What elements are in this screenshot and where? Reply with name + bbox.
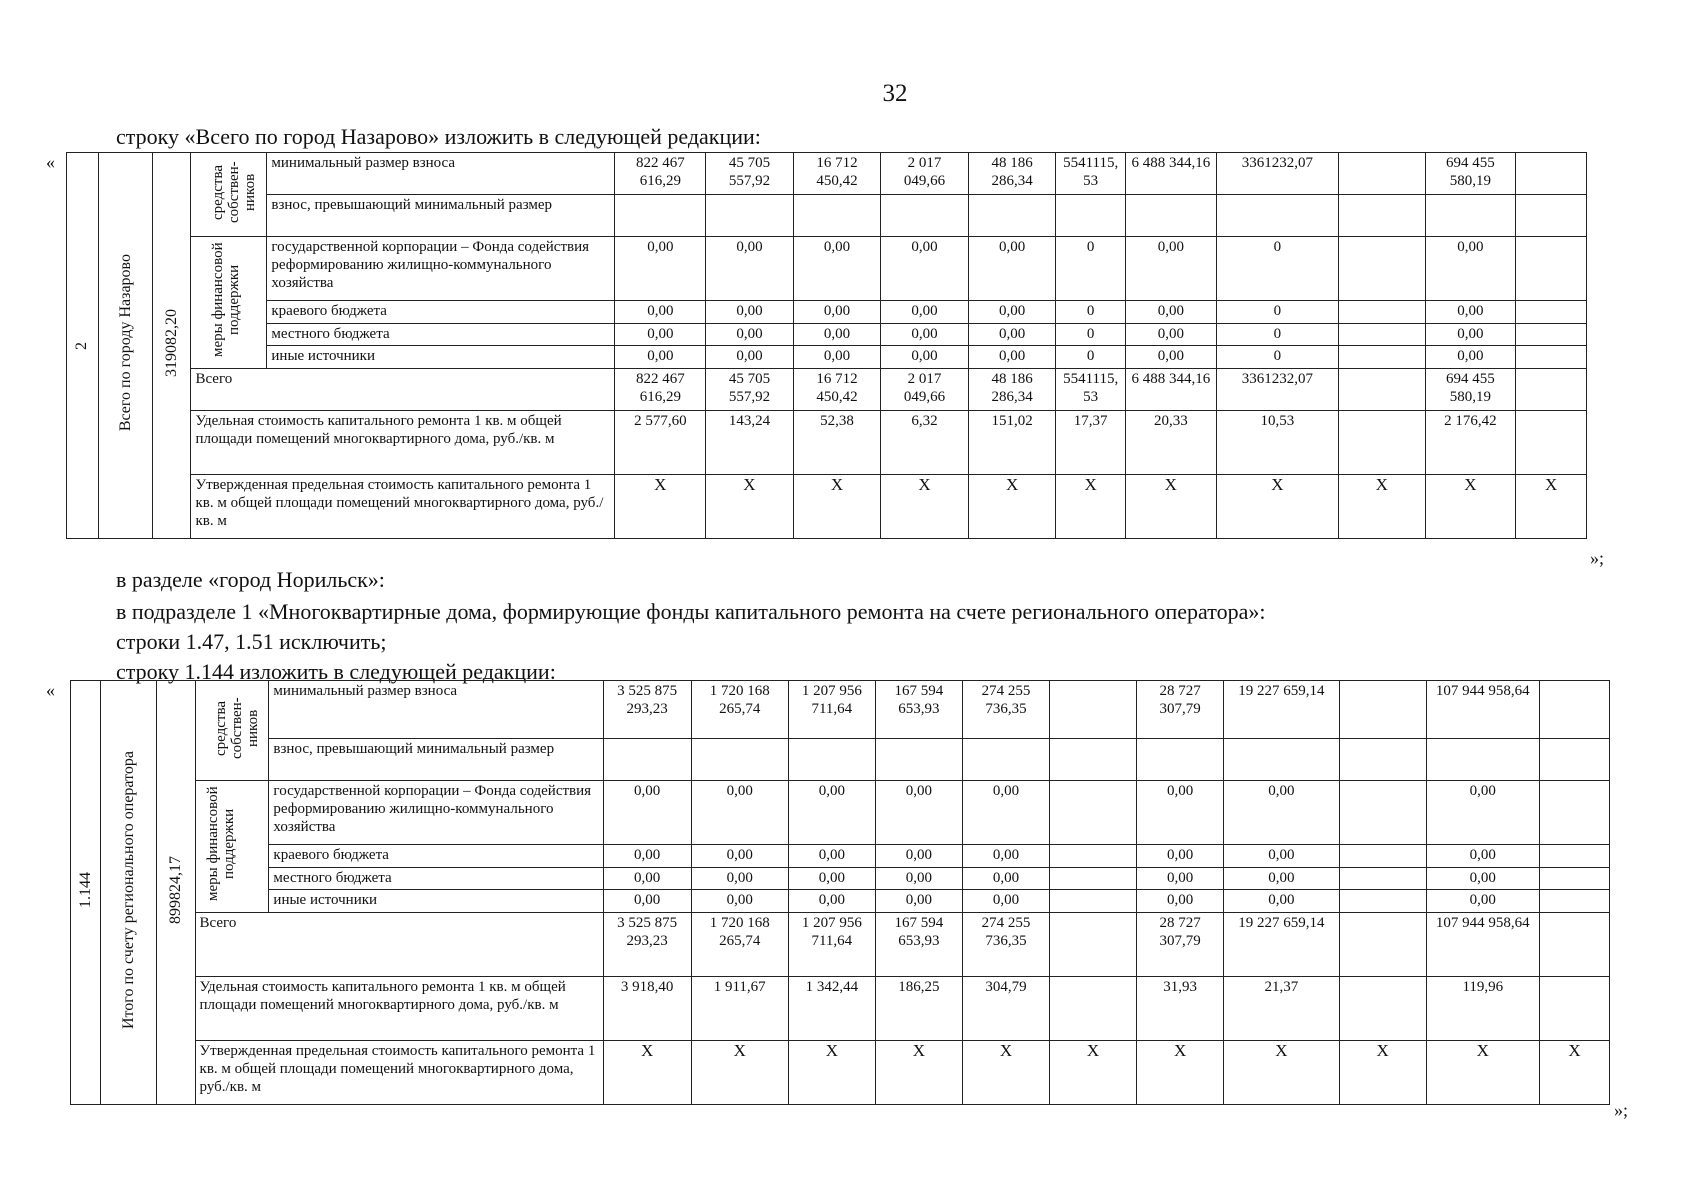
local-budget-value: 0,00 [1137, 867, 1224, 890]
unit-cost-value: 1 911,67 [691, 977, 788, 1041]
fund-value: 0 [1216, 237, 1338, 301]
min-fee-value: 822 467 616,29 [615, 153, 706, 195]
area: 899824,17 [166, 856, 184, 924]
local-budget-value: 0,00 [875, 867, 962, 890]
regional-budget-value: 0,00 [1224, 844, 1339, 867]
other-sources-value: 0 [1056, 346, 1126, 369]
label-excess-fee: взнос, превышающий минимальный размер [269, 739, 603, 781]
unit-cost-value: 186,25 [875, 977, 962, 1041]
limit-cost-value: X [1425, 475, 1516, 539]
excess-fee-value [1339, 739, 1426, 781]
fund-value [1050, 781, 1137, 845]
label-local-budget: местного бюджета [267, 323, 615, 346]
unit-cost-value [1540, 977, 1610, 1041]
fund-value [1540, 781, 1610, 845]
excess-fee-value [1426, 739, 1539, 781]
limit-cost-value: X [1050, 1041, 1137, 1105]
local-budget-value: 0,00 [1425, 323, 1516, 346]
total-value: 822 467 616,29 [615, 369, 706, 411]
excess-fee-value [706, 195, 794, 237]
label-limit-cost: Утвержденная предельная стоимость капитального ремонта 1 кв. м общей площади помещений многоквартирного дома, руб./кв. м [195, 1041, 603, 1105]
excess-fee-value [1540, 739, 1610, 781]
row-number-label: 2 [73, 341, 91, 350]
limit-cost-value: X [1426, 1041, 1539, 1105]
total-value [1339, 913, 1426, 977]
min-fee-value: 5541115, 53 [1056, 153, 1126, 195]
fund-value [1339, 781, 1426, 845]
unit-cost-value: 119,96 [1426, 977, 1539, 1041]
limit-cost-value: X [788, 1041, 875, 1105]
limit-cost-value: X [1540, 1041, 1610, 1105]
local-budget-value: 0,00 [881, 323, 969, 346]
unit-cost-value: 10,53 [1216, 411, 1338, 475]
other-sources-value: 0,00 [788, 890, 875, 913]
label-limit-cost: Утвержденная предельная стоимость капитального ремонта 1 кв. м общей площади помещений многоквартирного дома, руб./кв. м [191, 475, 615, 539]
row-number [67, 153, 99, 539]
total-value [1050, 913, 1137, 977]
total-value: 107 944 958,64 [1426, 913, 1539, 977]
regional-budget-value: 0,00 [875, 844, 962, 867]
min-fee-value: 3361232,07 [1216, 153, 1338, 195]
other-sources-value: 0,00 [1125, 346, 1216, 369]
group-financial-support: меры финансовой поддержки [195, 781, 269, 913]
local-budget-value: 0,00 [788, 867, 875, 890]
group-own-funds: средства собствен-ников [195, 681, 269, 781]
regional-budget-value: 0,00 [968, 300, 1056, 323]
fund-value: 0 [1056, 237, 1126, 301]
limit-cost-value: X [968, 475, 1056, 539]
total-value: 5541115, 53 [1056, 369, 1126, 411]
row-name: Всего по городу Назарово [116, 254, 134, 432]
min-fee-value: 694 455 580,19 [1425, 153, 1516, 195]
min-fee-value: 6 488 344,16 [1125, 153, 1216, 195]
other-sources-value [1540, 890, 1610, 913]
fund-value: 0,00 [968, 237, 1056, 301]
limit-cost-value: X [1339, 1041, 1426, 1105]
limit-cost-value: X [1056, 475, 1126, 539]
excess-fee-value [1216, 195, 1338, 237]
unit-cost-value [1339, 977, 1426, 1041]
row-name-cell [98, 153, 153, 539]
other-sources-value: 0,00 [615, 346, 706, 369]
regional-budget-value: 0 [1216, 300, 1338, 323]
area-cell [157, 681, 195, 1105]
unit-cost-value [1516, 411, 1587, 475]
excess-fee-value [1137, 739, 1224, 781]
group-own-funds: средства собствен-ников [191, 153, 267, 237]
other-sources-value: 0,00 [691, 890, 788, 913]
unit-cost-value: 1 342,44 [788, 977, 875, 1041]
excess-fee-value [962, 739, 1049, 781]
regional-budget-value: 0,00 [962, 844, 1049, 867]
other-sources-value [1050, 890, 1137, 913]
middle-text-2: в подразделе 1 «Многоквартирные дома, формирующие фонды капитального ремонта на счете регионального оператора»: [116, 599, 1266, 624]
limit-cost-value: X [615, 475, 706, 539]
middle-text-1: в разделе «город Норильск»: [116, 567, 385, 592]
local-budget-value [1516, 323, 1587, 346]
regional-budget-value [1339, 844, 1426, 867]
close-quote-2: »; [1614, 1100, 1629, 1120]
middle-text-3: строки 1.47, 1.51 исключить; [116, 629, 387, 654]
other-sources-value: 0,00 [1224, 890, 1339, 913]
limit-cost-value: X [1516, 475, 1587, 539]
fund-value: 0,00 [1137, 781, 1224, 845]
local-budget-value: 0,00 [1125, 323, 1216, 346]
total-value: 1 720 168 265,74 [691, 913, 788, 977]
unit-cost-value: 2 577,60 [615, 411, 706, 475]
unit-cost-value: 151,02 [968, 411, 1056, 475]
unit-cost-value [1050, 977, 1137, 1041]
limit-cost-value: X [691, 1041, 788, 1105]
regional-budget-value: 0,00 [706, 300, 794, 323]
other-sources-value: 0,00 [1425, 346, 1516, 369]
other-sources-value: 0,00 [1137, 890, 1224, 913]
total-value: 16 712 450,42 [793, 369, 881, 411]
label-local-budget: местного бюджета [269, 867, 603, 890]
unit-cost-value: 304,79 [962, 977, 1049, 1041]
local-budget-value: 0 [1056, 323, 1126, 346]
regional-budget-value: 0,00 [788, 844, 875, 867]
other-sources-value: 0,00 [968, 346, 1056, 369]
fund-value: 0,00 [615, 237, 706, 301]
local-budget-value: 0,00 [1426, 867, 1539, 890]
fund-value: 0,00 [788, 781, 875, 845]
local-budget-value: 0,00 [603, 867, 691, 890]
page-number: 32 [882, 80, 908, 107]
other-sources-value: 0,00 [603, 890, 691, 913]
total-value: 1 207 956 711,64 [788, 913, 875, 977]
local-budget-value [1339, 323, 1425, 346]
limit-cost-value: X [793, 475, 881, 539]
label-fund: государственной корпорации – Фонда содействия реформированию жилищно-коммунального хозяйства [269, 781, 603, 845]
fund-value: 0,00 [875, 781, 962, 845]
excess-fee-value [1425, 195, 1516, 237]
excess-fee-value [788, 739, 875, 781]
excess-fee-value [793, 195, 881, 237]
row-name-cell [101, 681, 157, 1105]
excess-fee-value [615, 195, 706, 237]
regional-budget-value: 0,00 [1426, 844, 1539, 867]
regional-budget-value: 0,00 [603, 844, 691, 867]
other-sources-value [1516, 346, 1587, 369]
label-total: Всего [195, 913, 603, 977]
label-min-fee: минимальный размер взноса [269, 681, 603, 739]
total-value: 19 227 659,14 [1224, 913, 1339, 977]
regional-budget-value: 0,00 [793, 300, 881, 323]
limit-cost-value: X [1339, 475, 1425, 539]
other-sources-value: 0,00 [793, 346, 881, 369]
limit-cost-value: X [875, 1041, 962, 1105]
min-fee-value [1516, 153, 1587, 195]
fund-value [1516, 237, 1587, 301]
regional-budget-value [1540, 844, 1610, 867]
label-regional-budget: краевого бюджета [269, 844, 603, 867]
total-value: 45 705 557,92 [706, 369, 794, 411]
total-value: 3 525 875 293,23 [603, 913, 691, 977]
limit-cost-value: X [962, 1041, 1049, 1105]
fund-value: 0,00 [706, 237, 794, 301]
unit-cost-value: 143,24 [706, 411, 794, 475]
total-value: 48 186 286,34 [968, 369, 1056, 411]
regional-budget-value [1050, 844, 1137, 867]
excess-fee-value [881, 195, 969, 237]
unit-cost-value: 21,37 [1224, 977, 1339, 1041]
excess-fee-value [1339, 195, 1425, 237]
unit-cost-value: 2 176,42 [1425, 411, 1516, 475]
min-fee-value: 107 944 958,64 [1426, 681, 1539, 739]
total-value [1339, 369, 1425, 411]
min-fee-value: 45 705 557,92 [706, 153, 794, 195]
row-number [71, 681, 101, 1105]
fund-value: 0,00 [1425, 237, 1516, 301]
local-budget-value: 0,00 [706, 323, 794, 346]
total-value: 274 255 736,35 [962, 913, 1049, 977]
regional-budget-value [1339, 300, 1425, 323]
total-value: 3361232,07 [1216, 369, 1338, 411]
regional-budget-value: 0,00 [615, 300, 706, 323]
fund-value: 0,00 [1224, 781, 1339, 845]
excess-fee-value [1224, 739, 1339, 781]
unit-cost-value: 31,93 [1137, 977, 1224, 1041]
min-fee-value: 28 727 307,79 [1137, 681, 1224, 739]
area: 319082,20 [162, 309, 180, 377]
label-regional-budget: краевого бюджета [267, 300, 615, 323]
other-sources-value: 0,00 [962, 890, 1049, 913]
regional-budget-value [1516, 300, 1587, 323]
limit-cost-value: X [881, 475, 969, 539]
min-fee-value: 1 207 956 711,64 [788, 681, 875, 739]
other-sources-value: 0,00 [881, 346, 969, 369]
fund-value: 0,00 [881, 237, 969, 301]
label-excess-fee: взнос, превышающий минимальный размер [267, 195, 615, 237]
local-budget-value: 0 [1216, 323, 1338, 346]
excess-fee-value [875, 739, 962, 781]
total-value [1516, 369, 1587, 411]
open-quote: « [46, 152, 55, 172]
label-unit-cost: Удельная стоимость капитального ремонта 1 кв. м общей площади помещений многоквартирного дома, руб./кв. м [195, 977, 603, 1041]
fund-value: 0,00 [962, 781, 1049, 845]
excess-fee-value [968, 195, 1056, 237]
min-fee-value: 16 712 450,42 [793, 153, 881, 195]
other-sources-value: 0 [1216, 346, 1338, 369]
label-other-sources: иные источники [267, 346, 615, 369]
middle-text-4: строку 1.144 изложить в следующей редакции: [116, 659, 556, 684]
table-norilsk [70, 680, 1610, 1105]
limit-cost-value: X [1137, 1041, 1224, 1105]
row-number-label: 1.144 [76, 872, 94, 908]
local-budget-value: 0,00 [968, 323, 1056, 346]
label-fund: государственной корпорации – Фонда содействия реформированию жилищно-коммунального хозяйства [267, 237, 615, 301]
other-sources-value: 0,00 [1426, 890, 1539, 913]
other-sources-value: 0,00 [875, 890, 962, 913]
min-fee-value: 19 227 659,14 [1224, 681, 1339, 739]
fund-value: 0,00 [793, 237, 881, 301]
fund-value: 0,00 [603, 781, 691, 845]
min-fee-value: 2 017 049,66 [881, 153, 969, 195]
unit-cost-value: 52,38 [793, 411, 881, 475]
min-fee-value [1050, 681, 1137, 739]
other-sources-value: 0,00 [706, 346, 794, 369]
limit-cost-value: X [1224, 1041, 1339, 1105]
open-quote-2: « [46, 680, 55, 700]
min-fee-value [1339, 153, 1425, 195]
local-budget-value [1050, 867, 1137, 890]
min-fee-value: 1 720 168 265,74 [691, 681, 788, 739]
excess-fee-value [1050, 739, 1137, 781]
min-fee-value: 274 255 736,35 [962, 681, 1049, 739]
regional-budget-value: 0 [1056, 300, 1126, 323]
unit-cost-value: 17,37 [1056, 411, 1126, 475]
fund-value [1339, 237, 1425, 301]
excess-fee-value [691, 739, 788, 781]
unit-cost-value: 20,33 [1125, 411, 1216, 475]
local-budget-value [1339, 867, 1426, 890]
local-budget-value: 0,00 [962, 867, 1049, 890]
total-value: 28 727 307,79 [1137, 913, 1224, 977]
local-budget-value: 0,00 [615, 323, 706, 346]
total-value: 167 594 653,93 [875, 913, 962, 977]
min-fee-value [1339, 681, 1426, 739]
fund-value: 0,00 [1426, 781, 1539, 845]
total-value: 6 488 344,16 [1125, 369, 1216, 411]
limit-cost-value: X [1216, 475, 1338, 539]
regional-budget-value: 0,00 [1125, 300, 1216, 323]
area-cell [153, 153, 191, 539]
total-value [1540, 913, 1610, 977]
close-quote: »; [1590, 548, 1605, 568]
regional-budget-value: 0,00 [1425, 300, 1516, 323]
unit-cost-value [1339, 411, 1425, 475]
section1-intro: строку «Всего по город Назарово» изложить в следующей редакции: [116, 124, 761, 149]
local-budget-value: 0,00 [691, 867, 788, 890]
label-total: Всего [191, 369, 615, 411]
label-min-fee: минимальный размер взноса [267, 153, 615, 195]
total-value: 2 017 049,66 [881, 369, 969, 411]
total-value: 694 455 580,19 [1425, 369, 1516, 411]
regional-budget-value: 0,00 [691, 844, 788, 867]
min-fee-value [1540, 681, 1610, 739]
unit-cost-value: 6,32 [881, 411, 969, 475]
regional-budget-value: 0,00 [1137, 844, 1224, 867]
limit-cost-value: X [603, 1041, 691, 1105]
row-name: Итого по счету регионального оператора [119, 750, 137, 1030]
local-budget-value [1540, 867, 1610, 890]
other-sources-value [1339, 346, 1425, 369]
label-unit-cost: Удельная стоимость капитального ремонта 1 кв. м общей площади помещений многоквартирного дома, руб./кв. м [191, 411, 615, 475]
limit-cost-value: X [1125, 475, 1216, 539]
other-sources-value [1339, 890, 1426, 913]
min-fee-value: 167 594 653,93 [875, 681, 962, 739]
excess-fee-value [1516, 195, 1587, 237]
local-budget-value: 0,00 [1224, 867, 1339, 890]
excess-fee-value [603, 739, 691, 781]
group-financial-support: меры финансовой поддержки [191, 237, 267, 369]
excess-fee-value [1056, 195, 1126, 237]
unit-cost-value: 3 918,40 [603, 977, 691, 1041]
excess-fee-value [1125, 195, 1216, 237]
table-nazarovo [66, 152, 1587, 539]
regional-budget-value: 0,00 [881, 300, 969, 323]
label-other-sources: иные источники [269, 890, 603, 913]
fund-value: 0,00 [1125, 237, 1216, 301]
limit-cost-value: X [706, 475, 794, 539]
local-budget-value: 0,00 [793, 323, 881, 346]
min-fee-value: 3 525 875 293,23 [603, 681, 691, 739]
min-fee-value: 48 186 286,34 [968, 153, 1056, 195]
fund-value: 0,00 [691, 781, 788, 845]
